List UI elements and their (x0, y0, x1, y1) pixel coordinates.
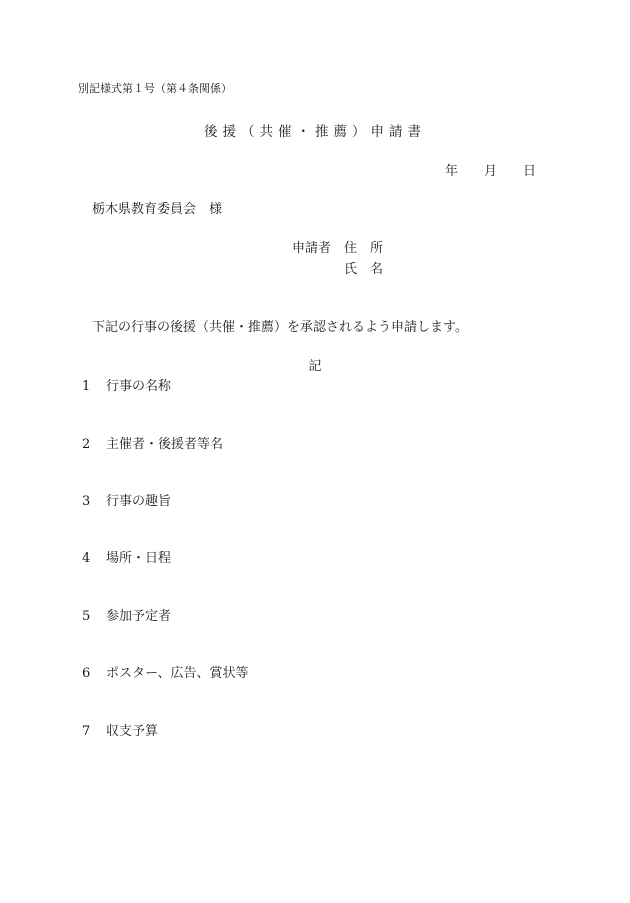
item-label: 行事の趣旨 (106, 494, 172, 509)
addressee: 栃木県教育委員会 様 (92, 202, 223, 217)
date-month-label: 月 (484, 164, 498, 179)
name-label: 氏 名 (344, 262, 384, 277)
date-year-label: 年 (445, 164, 459, 179)
item-label: 主催者・後援者等名 (106, 437, 224, 452)
ki-heading: 記 (308, 359, 322, 374)
item-label: 収支予算 (106, 724, 159, 739)
request-statement: 下記の行事の後援（共催・推薦）を承認されるよう申請します。 (92, 320, 468, 335)
list-item (82, 375, 171, 394)
item-label: 行事の名称 (106, 379, 172, 394)
item-label: 参加予定者 (106, 609, 172, 624)
list-item (82, 433, 223, 452)
list-item (82, 490, 171, 509)
form-number: 別記様式第１号（第４条関係） (78, 82, 232, 95)
item-label: ポスター、広告、賞状等 (106, 666, 249, 681)
item-number: 7 (82, 724, 91, 739)
list-item (82, 662, 248, 681)
item-number: 1 (82, 379, 91, 394)
item-number: 5 (82, 609, 91, 624)
item-number: 2 (82, 437, 91, 452)
list-item (82, 547, 171, 566)
date-line (445, 160, 536, 179)
item-label: 場所・日程 (106, 551, 172, 566)
applicant-label: 申請者 (292, 241, 332, 256)
date-day-label: 日 (523, 164, 537, 179)
list-item (82, 720, 158, 739)
document-title: 後援（共催・推薦）申請書 (204, 124, 426, 140)
list-item (82, 605, 171, 624)
item-number: 3 (82, 494, 91, 509)
item-number: 6 (82, 666, 91, 681)
address-label: 住 所 (344, 241, 384, 256)
item-number: 4 (82, 551, 91, 566)
